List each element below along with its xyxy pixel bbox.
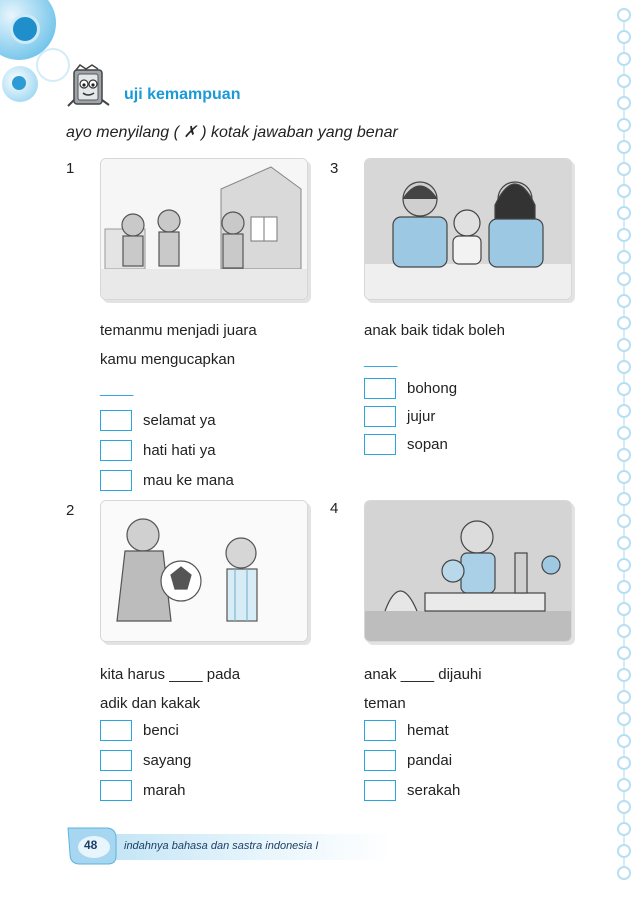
question-2-illustration	[100, 500, 308, 642]
answer-checkbox[interactable]	[100, 720, 132, 741]
option-label: hati hati ya	[143, 442, 216, 459]
answer-checkbox[interactable]	[364, 378, 396, 399]
answer-option[interactable]	[100, 720, 179, 741]
ring-decor	[617, 228, 631, 242]
ring-decor	[617, 272, 631, 286]
ring-decor	[617, 52, 631, 66]
question-2-text	[100, 660, 240, 718]
question-4-illustration	[364, 500, 572, 642]
question-number: 3	[330, 160, 339, 177]
ring-decor	[617, 646, 631, 660]
decor-bubble-inner	[10, 14, 40, 44]
option-label: marah	[143, 782, 186, 799]
question-text-line: anak ____ dijauhi	[364, 666, 482, 683]
ring-decor	[617, 118, 631, 132]
ring-decor	[617, 426, 631, 440]
answer-checkbox[interactable]	[364, 406, 396, 427]
answer-blank: ____	[364, 351, 398, 368]
question-4-text	[364, 660, 482, 718]
ring-decor	[617, 668, 631, 682]
ring-decor	[617, 250, 631, 264]
question-text-line: temanmu menjadi juara	[100, 322, 257, 339]
ring-decor	[617, 360, 631, 374]
answer-checkbox[interactable]	[364, 780, 396, 801]
question-number: 4	[330, 500, 339, 517]
answer-checkbox[interactable]	[100, 440, 132, 461]
ring-decor	[617, 338, 631, 352]
decor-bubble-dot	[12, 76, 26, 90]
ring-decor	[617, 74, 631, 88]
option-label: bohong	[407, 380, 458, 397]
ring-decor	[617, 734, 631, 748]
question-text-line: adik dan kakak	[100, 695, 201, 712]
ring-decor	[617, 96, 631, 110]
ring-decor	[617, 712, 631, 726]
ring-decor	[617, 822, 631, 836]
ring-decor	[617, 184, 631, 198]
answer-checkbox[interactable]	[100, 780, 132, 801]
question-text-line: kamu mengucapkan	[100, 351, 236, 368]
answer-option[interactable]	[100, 470, 234, 491]
ring-decor	[617, 206, 631, 220]
answer-checkbox[interactable]	[364, 720, 396, 741]
ring-decor	[617, 580, 631, 594]
ring-decor	[617, 492, 631, 506]
ring-decor	[617, 404, 631, 418]
answer-option[interactable]	[364, 434, 448, 455]
ring-decor	[617, 140, 631, 154]
answer-option[interactable]	[100, 780, 186, 801]
ring-decor	[617, 162, 631, 176]
answer-option[interactable]	[364, 720, 449, 741]
ring-decor	[617, 866, 631, 880]
question-1-illustration	[100, 158, 308, 300]
option-label: sayang	[143, 752, 192, 769]
ring-decor	[617, 470, 631, 484]
question-number: 1	[66, 160, 75, 177]
answer-blank: ____	[100, 380, 134, 397]
ring-decor	[617, 514, 631, 528]
answer-checkbox[interactable]	[100, 410, 132, 431]
ring-decor	[617, 536, 631, 550]
question-1-text	[100, 316, 257, 403]
answer-checkbox[interactable]	[364, 750, 396, 771]
question-number: 2	[66, 502, 75, 519]
answer-option[interactable]	[100, 750, 191, 771]
answer-option[interactable]	[364, 378, 457, 399]
ring-decor	[617, 778, 631, 792]
ring-decor	[617, 8, 631, 22]
ring-decor	[617, 844, 631, 858]
decor-bubble-faint	[36, 48, 70, 82]
ring-decor	[617, 316, 631, 330]
answer-option[interactable]	[364, 780, 460, 801]
section-title: uji kemampuan	[124, 86, 241, 103]
ring-decor	[617, 602, 631, 616]
ring-decor	[617, 30, 631, 44]
answer-option[interactable]	[100, 410, 216, 431]
book-title: indahnya bahasa dan sastra indonesia I	[124, 840, 319, 852]
option-label: pandai	[407, 752, 453, 769]
option-label: hemat	[407, 722, 449, 739]
answer-option[interactable]	[364, 406, 435, 427]
answer-checkbox[interactable]	[364, 434, 396, 455]
question-text-line: teman	[364, 695, 406, 712]
option-label: jujur	[407, 408, 436, 425]
option-label: benci	[143, 722, 179, 739]
ring-decor	[617, 558, 631, 572]
question-3-text	[364, 316, 505, 374]
page-number: 48	[84, 838, 98, 852]
question-text-line: anak baik tidak boleh	[364, 322, 505, 339]
ring-decor	[617, 448, 631, 462]
answer-option[interactable]	[100, 440, 216, 461]
answer-option[interactable]	[364, 750, 452, 771]
answer-checkbox[interactable]	[100, 750, 132, 771]
book-mascot-icon	[66, 64, 112, 110]
ring-binding	[616, 8, 632, 888]
answer-checkbox[interactable]	[100, 470, 132, 491]
option-label: mau ke mana	[143, 472, 234, 489]
ring-decor	[617, 382, 631, 396]
instruction-text: ayo menyilang ( ✗ ) kotak jawaban yang benar	[66, 124, 398, 141]
ring-decor	[617, 756, 631, 770]
option-label: sopan	[407, 436, 448, 453]
option-label: selamat ya	[143, 412, 216, 429]
option-label: serakah	[407, 782, 461, 799]
question-3-illustration	[364, 158, 572, 300]
question-text-line: kita harus ____ pada	[100, 666, 241, 683]
ring-decor	[617, 294, 631, 308]
ring-decor	[617, 624, 631, 638]
ring-decor	[617, 800, 631, 814]
ring-decor	[617, 690, 631, 704]
